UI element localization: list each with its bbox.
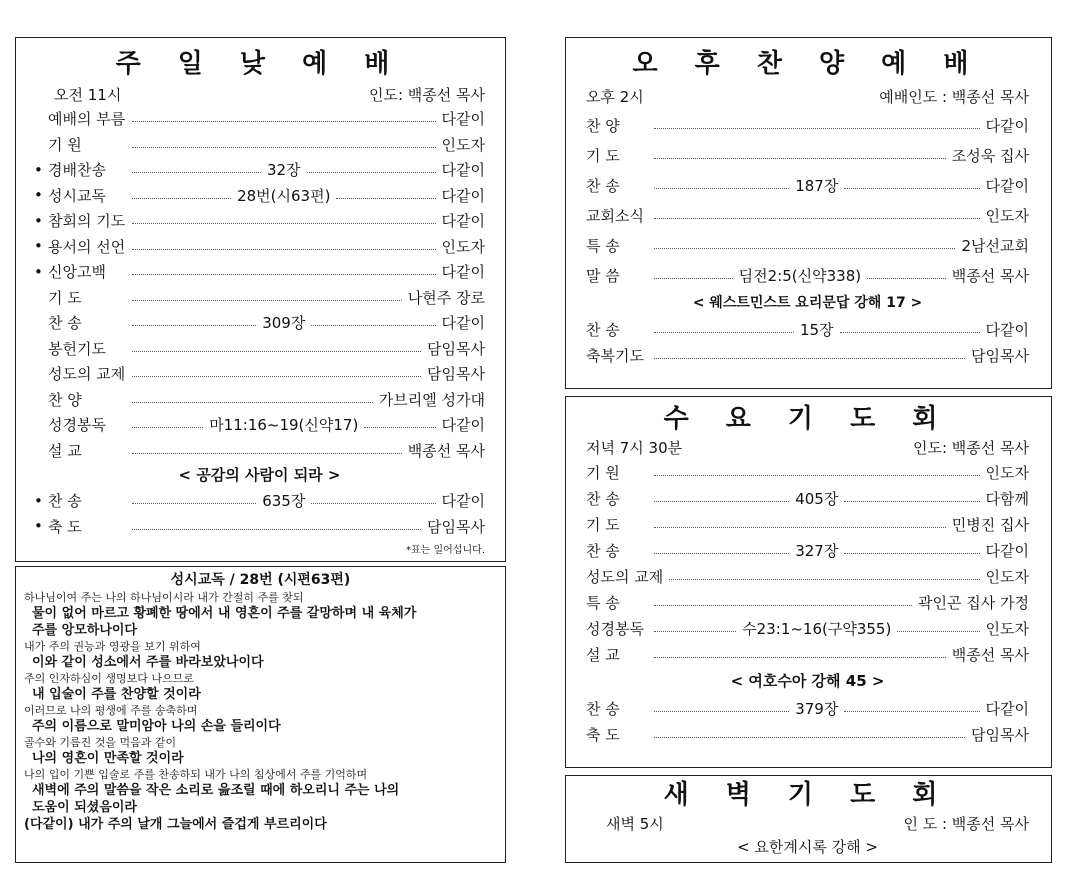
psalm-response-line: 내 입술이 주를 찬양할 것이라 (32, 687, 201, 702)
standing-marker: • (34, 186, 43, 205)
dot-leader (132, 453, 402, 454)
dot-leader (654, 631, 736, 632)
dot-leader (844, 501, 979, 502)
dot-leader (311, 325, 435, 326)
standing-marker: • (34, 491, 43, 510)
order-row (34, 412, 485, 438)
order-person: 다같이 (985, 320, 1029, 339)
wednesday-order-list (586, 459, 1029, 667)
psalm-response-line: 주의 이름으로 말미암아 나의 손을 들리이다 (32, 719, 281, 734)
dot-leader (654, 128, 980, 129)
dot-leader (654, 475, 980, 476)
order-detail: 15장 (799, 320, 834, 339)
order-person: 인도자 (985, 567, 1029, 586)
dawn-sermon-title: < 요한계시록 강해 > (737, 838, 878, 856)
order-row (586, 316, 1029, 342)
afternoon-time: 오후 2시 (586, 88, 644, 106)
dot-leader (307, 172, 436, 173)
order-label: 기 도 (586, 515, 620, 534)
order-person: 다같이 (441, 263, 485, 282)
order-label: 성시교독 (48, 186, 106, 205)
order-detail: 딤전2:5(신약338) (738, 266, 862, 285)
dot-leader (364, 427, 435, 428)
afternoon-sermon-title: < 웨스트민스트 요리문답 강해 17 > (692, 295, 923, 311)
order-person: 인도자 (985, 463, 1029, 482)
dot-leader (654, 527, 946, 528)
order-person: 담임목사 (427, 365, 485, 384)
afternoon-leader: 예배인도 : 백종선 목사 (879, 88, 1029, 106)
order-row (586, 589, 1029, 615)
order-person: 다같이 (985, 116, 1029, 135)
psalm-title: 성시교독 / 28번 (시편63편) (170, 572, 351, 588)
sunday-header (34, 84, 485, 106)
order-row (34, 132, 485, 158)
order-row (586, 230, 1029, 260)
dot-leader (132, 503, 256, 504)
dot-leader (132, 249, 436, 250)
dot-leader (132, 121, 436, 122)
sunday-leader: 인도: 백종선 목사 (368, 86, 485, 104)
order-person: 인도자 (985, 206, 1029, 225)
dot-leader (132, 376, 421, 377)
standing-note: *표는 일어섭니다. (406, 545, 485, 556)
order-detail: 327장 (795, 541, 839, 560)
order-row (34, 208, 485, 234)
order-label: 예배의 부름 (48, 110, 126, 129)
wednesday-time: 저녁 7시 30분 (586, 439, 683, 457)
order-row (586, 110, 1029, 140)
dot-leader (132, 223, 436, 224)
order-person: 다같이 (441, 110, 485, 129)
standing-marker: • (34, 160, 43, 179)
dot-leader (654, 218, 980, 219)
dot-leader (654, 158, 946, 159)
order-label: 축 도 (48, 517, 82, 536)
psalm-leader-line: 주의 인자하심이 생명보다 나으므로 (24, 672, 194, 685)
order-row (34, 157, 485, 183)
order-person: 인도자 (985, 619, 1030, 638)
afternoon-title: 오 후 찬 양 예 배 (632, 49, 983, 79)
order-detail: 32장 (266, 161, 301, 180)
sunday-title: 주 일 낮 예 배 (115, 49, 404, 79)
dot-leader (654, 332, 794, 333)
order-label: 찬 송 (586, 541, 620, 560)
order-person: 담임목사 (427, 339, 485, 358)
dot-leader (654, 737, 965, 738)
psalm-response-line: 나의 영혼이 만족할 것이라 (32, 751, 184, 766)
dawn-title: 새 벽 기 도 회 (663, 780, 952, 810)
wednesday-header (586, 437, 1029, 459)
order-person: 백종선 목사 (407, 441, 485, 460)
psalm-leader-line: 내가 주의 권능과 영광을 보기 위하여 (24, 640, 201, 653)
order-label: 참회의 기도 (48, 212, 126, 231)
order-row (586, 641, 1029, 667)
order-row (34, 387, 485, 413)
order-row (34, 514, 485, 540)
psalm-lines (24, 590, 497, 833)
dot-leader (132, 325, 256, 326)
dawn-time: 새벽 5시 (606, 815, 664, 833)
order-person: 인도자 (441, 135, 485, 154)
order-row (586, 200, 1029, 230)
afternoon-service-box (565, 37, 1052, 389)
sunday-time: 오전 11시 (54, 86, 122, 104)
order-row (586, 721, 1029, 747)
sunday-sermon-title: < 공감의 사람이 되라 > (178, 466, 341, 484)
order-person: 다같이 (985, 541, 1030, 560)
psalm-leader-line: 골수와 기름진 것을 먹음과 같이 (24, 736, 177, 749)
wednesday-service-box (565, 396, 1052, 768)
order-detail: 309장 (262, 314, 306, 333)
order-person: 다같이 (441, 212, 485, 231)
wednesday-leader: 인도: 백종선 목사 (912, 439, 1029, 457)
psalm-response-line: 새벽에 주의 말씀을 작은 소리로 읊조릴 때에 하오리니 주는 나의 (32, 783, 400, 798)
order-row (34, 310, 485, 336)
psalm-leader-line: 나의 입이 기쁜 입술로 주를 찬송하되 내가 나의 침상에서 주를 기억하며 (24, 768, 368, 781)
order-person: 나현주 장로 (407, 288, 485, 307)
order-label: 신앙고백 (48, 263, 106, 282)
order-detail: 635장 (262, 492, 306, 511)
dot-leader (654, 248, 955, 249)
order-label: 기 도 (586, 146, 620, 165)
order-label: 설 교 (48, 441, 82, 460)
order-row (34, 234, 485, 260)
order-person: 다같이 (985, 176, 1030, 195)
order-person: 다같이 (441, 186, 485, 205)
order-person: 다함께 (985, 489, 1030, 508)
psalm-reading-box (15, 566, 506, 863)
order-label: 기 원 (586, 463, 620, 482)
order-detail: 28번(시63편) (237, 186, 331, 205)
dot-leader (654, 553, 789, 554)
dawn-header (586, 812, 1029, 836)
order-label: 기 도 (48, 288, 82, 307)
order-label: 특 송 (586, 593, 620, 612)
order-label: 특 송 (586, 236, 620, 255)
order-label: 성경봉독 (586, 619, 644, 638)
psalm-response-line: 주를 앙모하나이다 (32, 623, 137, 638)
dot-leader (897, 631, 979, 632)
order-person: 다같이 (985, 699, 1030, 718)
order-person: 백종선 목사 (951, 266, 1029, 285)
order-person: 담임목사 (971, 725, 1029, 744)
order-label: 찬 송 (586, 320, 620, 339)
order-label: 찬 송 (586, 176, 620, 195)
order-label: 찬 양 (586, 116, 620, 135)
dot-leader (311, 503, 435, 504)
order-label: 교회소식 (586, 206, 644, 225)
dot-leader (654, 711, 789, 712)
psalm-response-line: 도움이 되셨음이라 (32, 800, 137, 815)
order-label: 기 원 (48, 135, 82, 154)
order-label: 말 씀 (586, 266, 620, 285)
standing-marker: • (34, 262, 43, 281)
order-row (34, 488, 485, 514)
order-row (586, 511, 1029, 537)
dot-leader (840, 332, 980, 333)
afternoon-order-list-2 (586, 316, 1029, 368)
wednesday-sermon-title: < 여호수아 강해 45 > (730, 672, 885, 690)
psalm-leader-line: 하나님이여 주는 나의 하나님이시라 내가 간절히 주를 찾되 (24, 591, 304, 604)
order-row (586, 459, 1029, 485)
dawn-leader: 인 도 : 백종선 목사 (903, 815, 1029, 833)
order-label: 축 도 (586, 725, 620, 744)
order-person: 조성욱 집사 (951, 146, 1029, 165)
order-label: 축복기도 (586, 346, 644, 365)
order-label: 찬 송 (586, 489, 620, 508)
dot-leader (844, 188, 979, 189)
order-label: 찬 양 (48, 390, 82, 409)
order-detail: 405장 (795, 489, 839, 508)
order-row (586, 170, 1029, 200)
dot-leader (654, 501, 789, 502)
order-label: 성경봉독 (48, 416, 106, 435)
standing-marker: • (34, 237, 43, 256)
dot-leader (844, 553, 979, 554)
afternoon-order-list (586, 110, 1029, 290)
order-row (586, 695, 1029, 721)
order-row (34, 106, 485, 132)
dot-leader (132, 300, 402, 301)
sunday-order-list-2 (34, 488, 485, 539)
order-row (586, 140, 1029, 170)
order-row (34, 336, 485, 362)
order-person: 담임목사 (971, 346, 1029, 365)
order-row (34, 438, 485, 464)
order-label: 경배찬송 (48, 161, 106, 180)
sunday-service-box (15, 37, 506, 562)
order-row (34, 259, 485, 285)
sunday-order-list (34, 106, 485, 463)
order-row (34, 183, 485, 209)
order-person: 다같이 (441, 492, 486, 511)
order-person: 다같이 (441, 161, 485, 180)
dot-leader (132, 147, 436, 148)
dot-leader (132, 402, 373, 403)
dot-leader (132, 351, 421, 352)
order-person: 가브리엘 성가대 (378, 390, 485, 409)
order-row (34, 361, 485, 387)
dot-leader (654, 188, 789, 189)
dot-leader (654, 605, 912, 606)
dot-leader (132, 427, 203, 428)
order-label: 용서의 선언 (48, 237, 126, 256)
dot-leader (132, 172, 261, 173)
order-person: 곽인곤 집사 가정 (918, 593, 1029, 612)
afternoon-header (586, 84, 1029, 110)
order-row (586, 260, 1029, 290)
wednesday-title: 수 요 기 도 회 (663, 404, 952, 434)
wednesday-order-list-2 (586, 695, 1029, 747)
order-row (34, 285, 485, 311)
order-label: 성도의 교제 (586, 567, 664, 586)
dot-leader (844, 711, 979, 712)
dot-leader (654, 278, 733, 279)
order-label: 봉헌기도 (48, 339, 106, 358)
psalm-leader-line: 이러므로 나의 평생에 주를 송축하며 (24, 704, 198, 717)
order-label: 찬 송 (48, 492, 82, 511)
order-row (586, 537, 1029, 563)
order-person: 민병진 집사 (951, 515, 1029, 534)
dot-leader (336, 198, 435, 199)
dot-leader (132, 529, 421, 530)
order-label: 찬 송 (48, 314, 82, 333)
order-row (586, 485, 1029, 511)
psalm-response-line: 물이 없어 마르고 황폐한 땅에서 내 영혼이 주를 갈망하며 내 육체가 (32, 606, 417, 621)
dot-leader (669, 579, 979, 580)
order-person: 2남선교회 (961, 236, 1029, 255)
order-row (586, 615, 1029, 641)
order-detail: 수23:1~16(구약355) (742, 619, 892, 638)
order-detail: 187장 (795, 176, 839, 195)
order-row (586, 563, 1029, 589)
standing-marker: • (34, 211, 43, 230)
dot-leader (867, 278, 946, 279)
dot-leader (654, 657, 946, 658)
dawn-service-box (565, 775, 1052, 863)
order-person: 백종선 목사 (951, 645, 1029, 664)
order-row (586, 342, 1029, 368)
order-person: 인도자 (441, 237, 485, 256)
dot-leader (654, 358, 965, 359)
order-person: 담임목사 (427, 517, 485, 536)
standing-marker: • (34, 517, 43, 536)
order-label: 성도의 교제 (48, 365, 126, 384)
order-label: 설 교 (586, 645, 620, 664)
psalm-response-line: (다같이) 내가 주의 날개 그늘에서 즐겁게 부르리이다 (24, 817, 327, 832)
order-detail: 379장 (795, 699, 839, 718)
dot-leader (132, 274, 436, 275)
psalm-response-line: 이와 같이 성소에서 주를 바라보았나이다 (32, 655, 264, 670)
order-person: 다같이 (441, 416, 486, 435)
order-detail: 마11:16~19(신약17) (209, 416, 359, 435)
dot-leader (132, 198, 231, 199)
order-label: 찬 송 (586, 699, 620, 718)
order-person: 다같이 (441, 314, 486, 333)
